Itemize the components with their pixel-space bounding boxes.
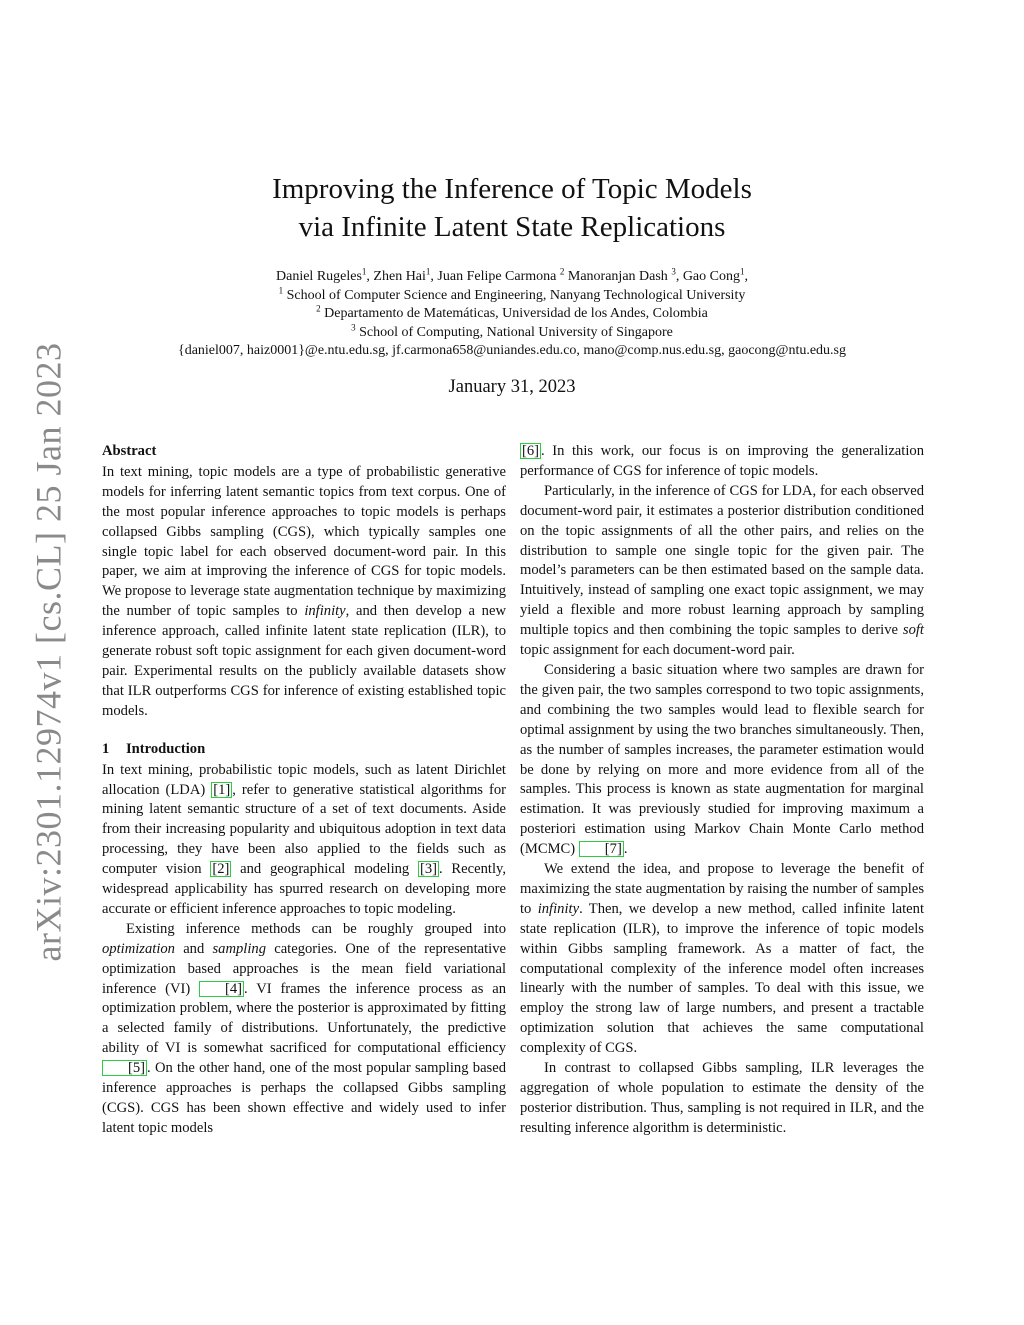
title-line-1: Improving the Inference of Topic Models [272,173,752,205]
arxiv-identifier: arXiv:2301.12974v1 [cs.CL] 25 Jan 2023 [28,342,68,962]
citation-link[interactable]: [1] [213,781,231,798]
abstract-heading: Abstract [102,443,157,459]
arxiv-side-stamp [18,342,78,962]
citation-link[interactable]: [3] [419,861,438,878]
intro-paragraph-6: In contrast to collapsed Gibbs sampling, ILR leverages the aggregation of whole population to estimate the density of the posterior distribution. Thus, sampling is not required in ILR, and the resulting inference algorithm is deterministic. [520,1060,924,1136]
citation-link[interactable]: [4] [199,981,244,997]
affiliation-3: $^3$ School of Computing, National University of Singapore [351,321,673,340]
intro-paragraph-5: We extend the idea, and propose to leverage the benefit of maximizing the state augmentation by raising the number of samples to infinity. Then, we develop a new method, called infinite latent state replication (ILR), to improve the inference of topic models within Gibbs sampling framework. As a matter of fact, the computational complexity of the inference model often increases linearly with the number of samples. To deal with this issue, we employ the strong law of large numbers, and present a tractable optimization solution that achieves the same computational complexity of CGS. [520,861,925,1057]
introduction-heading [102,740,506,760]
citation-link[interactable]: [6] [522,443,540,459]
affiliation-2: $^2$ Departamento de Matemáticas, Universidad de los Andes, Colombia [316,303,708,321]
intro-paragraph-3: Particularly, in the inference of CGS for LDA, for each observed document-word pair, it estimates a posterior distribution conditioned on the topic assignments of all the other pairs, and relies on the distribution to sample one single topic for the given pair. The model’s parameters can be then estimated based on the sample data. Intuitively, instead of sampling one exact topic assignment, we may yield a flexible and more robust learning approach by sampling multiple topics and then combining the topic samples to derive soft topic assignment for each document-word pair. [520,482,924,659]
intro-paragraph-4: Considering a basic situation where two samples are drawn for the given pair, the two samples correspond to two topic assignments, and combining the two samples would lead to flexible search for optimal assignment by using the two branches simultaneously. Then, as the number of samples increases, the parameter estimation would be done by relying on more and more evidence from all of the samples. This process is known as state augmentation for marginal estimation. It was previously studied for improving maximum a posteriori estimation using Markov Chain Monte Carlo method (MCMC) [7] . [520,661,924,858]
author-block [0,268,1024,361]
section-number: 1 [102,740,110,757]
left-column [102,442,506,1139]
intro-paragraph-2: Existing inference methods can be roughly grouped into optimization and sampling categories. One of the representative optimization based approaches is the mean field variational inference (VI) [4] . VI frames the inference process as an optimization problem, where the posterior is approximated by fitting a selected family of distributions. Unfortunately, the predictive ability of VI is somewhat sacrificed for computational efficiency [5] . On the other hand, one of the most popular sampling based inference approaches is perhaps the collapsed Gibbs sampling (CGS). CGS has been shown effective and widely used to infer latent topic models [102,920,506,1136]
citation-link[interactable]: [7] [579,841,624,857]
section-title: Introduction [126,740,206,757]
abstract-text: In text mining, topic models are a type of probabilistic generative models for inferring latent semantic topics from text corpus. One of the most popular inference approaches to topic models is perhaps collapsed Gibbs sampling (CGS), which typically samples one single topic label for each observed document-word pair. In this paper, we aim at improving the inference of CGS for topic models. We propose to leverage state augmentation technique by maximizing the number of topic samples to infinity, and then develop a new inference approach, called infinite latent state replication (ILR), to generate robust soft topic assignment for each given document-word pair. Experimental results on the publicly available datasets show that ILR outperforms CGS for inference of existing established topic models. [102,463,506,719]
right-column [520,442,924,1139]
author-emails: {daniel007, haiz0001}@e.ntu.edu.sg, jf.carmona658@uniandes.edu.co, mano@comp.nus.edu.sg, gaocong@ntu.edu.sg [177,343,847,358]
author-names: Daniel Rugeles$^1$, Zhen Hai$^1$, Juan Felipe Carmona $^2$ Manoranjan Dash $^3$, Gao Cong$^1$, [276,266,748,284]
paper-date: January 31, 2023 [448,377,576,397]
affiliation-1: $^1$ School of Computer Science and Engineering, Nanyang Technological University [278,284,746,303]
title-line-2: via Infinite Latent State Replications [298,211,726,243]
citation-link[interactable]: [2] [212,861,230,878]
paper-title [0,170,1024,246]
citation-link[interactable]: [5] [102,1060,147,1076]
intro-paragraph-1: In text mining, probabilistic topic models, such as latent Dirichlet allocation (LDA) [1] , refer to generative statistical algorithms for mining latent semantic structure of a set of text documents. Aside from their increasing popularity and ubiquitous adoption in text data processing, they have been also applied to the fields such as computer vision [2] and geographical modeling [3] . Recently, widespread applicability has spurred research on developing more accurate or efficient inference approaches to topic modeling. [102,761,506,917]
intro-paragraph-continued: [6] . In this work, our focus is on improving the generalization performance of CGS for inference of topic models. [520,443,924,479]
